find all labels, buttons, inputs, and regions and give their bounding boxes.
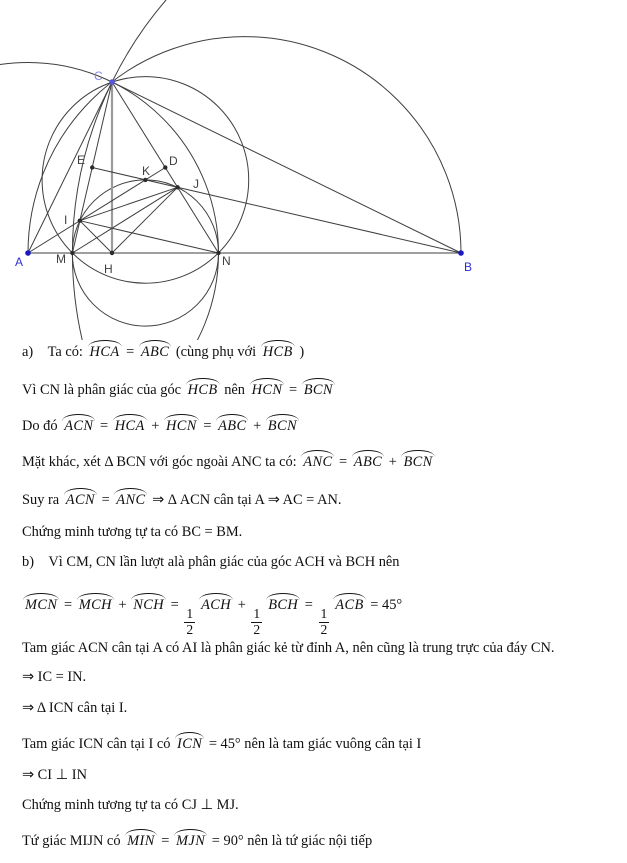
text-run: + [147,418,163,434]
fraction [251,607,262,638]
proof-line [22,453,436,472]
label-J: J [193,177,199,191]
text-run: (cùng phụ với [172,344,260,360]
angle-hat: ACN [64,418,94,434]
text-run: + [114,597,131,613]
text-run: ⇒ IC = IN. [22,669,87,685]
angle-hat: HCA [89,344,120,360]
angle-hat: HCB [262,344,293,360]
angle-hat: BCH [268,597,299,613]
text-run: = [301,597,317,613]
text-run: = [157,833,174,849]
angle-hat: ACB [335,597,364,613]
angle-hat: ABC [140,344,170,360]
label-D: D [169,154,178,168]
proof-line [22,796,239,815]
angle-hat: ABC [353,454,383,470]
angle-hat: BCN [303,382,333,398]
proof-line [22,766,87,785]
text-run: = [167,597,183,613]
angle-hat: ANC [303,454,333,470]
point-A [25,250,31,256]
proof-line [22,523,242,542]
angle-hat: MCH [78,597,112,613]
geometry-figure [0,0,627,340]
proof-line [22,668,86,687]
fraction-numerator: 1 [320,606,328,621]
proof-line [22,417,300,436]
label-H: H [104,262,113,276]
label-B: B [464,260,473,274]
angle-hat: ICN [177,736,203,752]
point-E [90,165,94,169]
text-run: + [385,454,401,470]
label-N: N [222,254,231,268]
fraction [184,607,195,638]
text-run: = 90° nên là tứ giác nội tiếp [208,833,373,849]
text-run: = [335,454,351,470]
text-run: ) [295,344,305,360]
point-M [70,251,74,255]
angle-hat: BCN [267,418,297,434]
fraction-denominator: 2 [320,622,328,638]
angle-hat: HCB [187,382,218,398]
text-run: Chứng minh tương tự ta có BC = BM. [22,524,243,540]
text-run: + [234,597,250,613]
proof-line [22,491,341,510]
text-run: = [60,597,76,613]
point-D [163,165,167,169]
text-run: Mặt khác, xét Δ BCN với góc ngoài ANC ta có: [22,454,301,470]
angle-hat: HCN [251,382,283,398]
point-I [78,219,82,223]
angle-hat: MIN [127,833,155,849]
text-run: nên [220,382,249,398]
fraction-numerator: 1 [186,606,194,621]
label-K: K [142,164,151,178]
proof-line [22,553,400,572]
segment-JH [112,187,178,253]
segment-MJ [72,187,177,253]
fraction-denominator: 2 [186,622,194,638]
point-H [110,251,114,255]
circle-B-radius-BC [72,0,627,340]
text-run: Tam giác ICN cân tại I có [22,736,175,752]
angle-hat: ACH [201,597,232,613]
text-run: = 45° nên là tam giác vuông cân tại I [205,736,422,752]
text-run: = [97,492,114,508]
text-run: Tứ giác MIJN có [22,833,125,849]
text-run: a) Ta có: [22,344,87,360]
text-run: Do đó [22,418,62,434]
text-run: = [199,418,216,434]
proof-line [22,381,336,400]
segment-IN [80,221,219,253]
angle-hat: NCH [133,597,164,613]
text-run: ⇒ Δ ICN cân tại I. [22,700,128,716]
label-I: I [64,213,68,227]
text-run: = [122,344,138,360]
text-run: Tam giác ACN cân tại A có AI là phân giác kẻ từ đỉnh A, nên cũng là trung trực của đáy CN. [22,640,555,656]
text-run: = 45° [366,597,403,613]
fraction-numerator: 1 [253,606,261,621]
proof-line [22,343,304,362]
angle-hat: HCN [165,418,197,434]
point-K [143,178,147,182]
point-N [216,251,220,255]
angle-hat: MCN [25,597,58,613]
angle-hat: ANC [116,492,146,508]
proof-line [22,735,421,754]
proof-equation-line [22,596,402,638]
proof-line [22,832,372,851]
point-J [175,185,179,189]
segment-IJ [80,187,178,220]
angle-hat: BCN [403,454,433,470]
label-A: A [15,255,24,269]
point-B [458,250,464,256]
text-run: Suy ra [22,492,63,508]
angle-hat: HCA [114,418,145,434]
text-run: Vì CN là phân giác của góc [22,382,185,398]
text-run: ⇒ CI ⊥ IN [22,767,87,783]
text-run: Chứng minh tương tự ta có CJ ⊥ MJ. [22,797,239,813]
proof-line [22,699,127,718]
proof-line [22,639,555,658]
label-M: M [56,252,66,266]
semicircle-diameter-AB [28,37,461,253]
angle-hat: ACN [65,492,95,508]
fraction-denominator: 2 [253,622,261,638]
fraction [319,607,330,638]
point-C [109,79,115,85]
label-E: E [77,153,86,167]
text-run: ⇒ Δ ACN cân tại A ⇒ AC = AN. [148,492,342,508]
text-run: = [96,418,112,434]
text-run: = [285,382,301,398]
label-C: C [94,69,103,83]
segment-IH [80,221,112,253]
text-run: + [249,418,265,434]
angle-hat: MJN [176,833,206,849]
angle-hat: ABC [218,418,247,434]
text-run: b) Vì CM, CN lần lượt alà phân giác của góc ACH và BCH nên [22,554,400,570]
